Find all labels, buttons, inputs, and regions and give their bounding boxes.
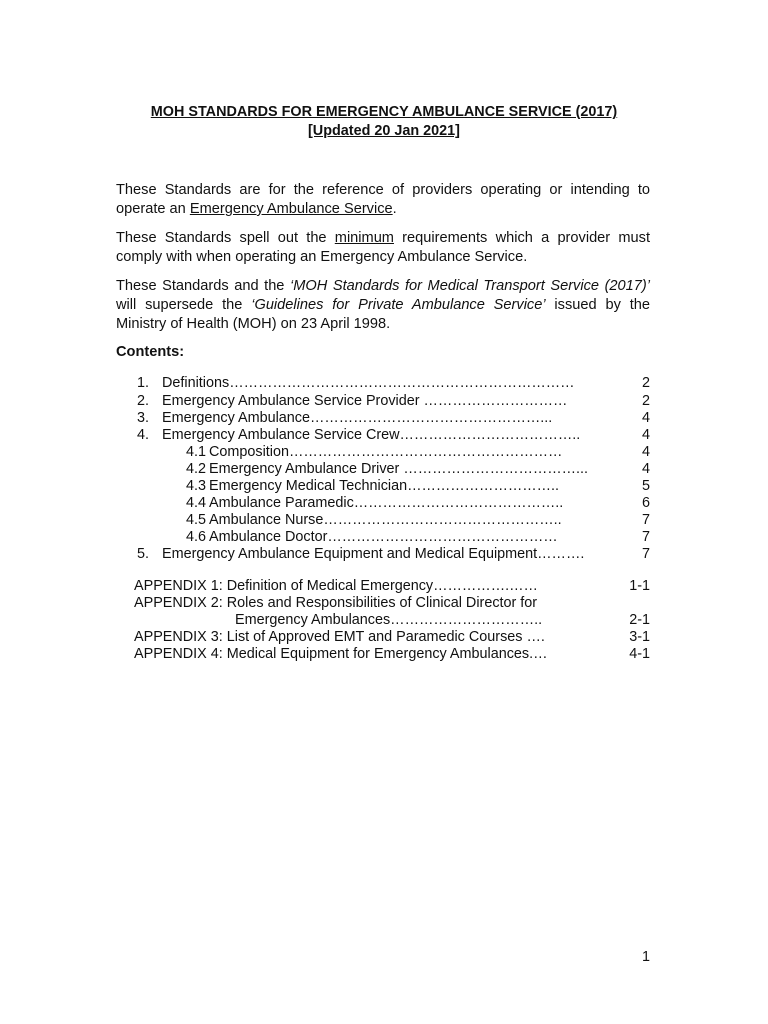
toc-page: 6 [641, 495, 650, 511]
toc-row [0, 409, 768, 427]
toc-number: 5. [136, 546, 149, 562]
toc-row [0, 528, 768, 546]
appendix-page: 4-1 [629, 646, 650, 662]
toc-number: 4. [136, 427, 149, 443]
toc-row [0, 477, 768, 495]
toc-row [0, 426, 768, 444]
para3-text-b: will supersede the [116, 297, 252, 313]
document-title [0, 103, 768, 141]
para3-italic-1: ‘MOH Standards for Medical Transport Service (2017)’ [290, 278, 650, 294]
toc-row [0, 374, 768, 392]
toc-text: Emergency Ambulance Service Provider ………………………… [162, 393, 568, 409]
appendix-row [0, 645, 768, 663]
appendix-row [0, 594, 768, 612]
intro-paragraph-2 [116, 229, 650, 267]
toc-page: 7 [641, 546, 650, 562]
toc-page: 2 [641, 375, 650, 391]
appendix-row [0, 577, 768, 595]
toc-number: 4.1 [186, 444, 207, 460]
toc-page: 4 [641, 444, 650, 460]
appendix-text: Emergency Ambulances………………………….. [235, 612, 543, 628]
toc-text: Emergency Ambulance Driver ………………………………... [209, 461, 589, 477]
toc-row [0, 392, 768, 410]
para1-text-b: . [392, 201, 397, 217]
toc-text: Definitions……………………………………………………………… [162, 375, 575, 391]
title-line-1: MOH STANDARDS FOR EMERGENCY AMBULANCE SERVICE (2017) [150, 104, 618, 120]
toc-number: 2. [136, 393, 149, 409]
appendix-text: APPENDIX 1: Definition of Medical Emergency…………….…… [134, 578, 538, 594]
toc-text: Emergency Ambulance Service Crew……………………………….. [162, 427, 581, 443]
appendix-text: APPENDIX 4: Medical Equipment for Emergency Ambulances.… [134, 646, 548, 662]
toc-number: 1. [136, 375, 149, 391]
toc-text: Emergency Ambulance Equipment and Medical Equipment………. [162, 546, 585, 562]
toc-page: 4 [641, 427, 650, 443]
toc-text: Composition………………………………………………… [209, 444, 563, 460]
toc-text: Ambulance Nurse………………………………………….. [209, 512, 562, 528]
toc-row [0, 494, 768, 512]
toc-page: 4 [641, 410, 650, 426]
toc-page: 2 [641, 393, 650, 409]
title-line-2: [Updated 20 Jan 2021] [308, 123, 460, 139]
toc-number: 4.2 [186, 461, 207, 477]
para1-underlined: Emergency Ambulance Service [189, 201, 393, 217]
appendix-row [0, 611, 768, 629]
para3-italic-2: ‘Guidelines for Private Ambulance Service’ [251, 297, 546, 313]
toc-number: 4.3 [186, 478, 207, 494]
appendix-text: APPENDIX 3: List of Approved EMT and Paramedic Courses …. [134, 629, 545, 645]
toc-row [0, 511, 768, 529]
para1-text-a: These Standards are for the reference of providers operating or intending to operate an [116, 182, 650, 217]
toc-row [0, 460, 768, 478]
toc-number: 4.5 [186, 512, 207, 528]
appendix-page: 2-1 [629, 612, 650, 628]
para3-text-c: issued by the Ministry of Health (MOH) on 23 April 1998. [116, 297, 650, 332]
toc-page: 4 [641, 461, 650, 477]
para2-text-b: requirements which a provider must comply with when operating an Emergency Ambulance Service. [116, 230, 651, 265]
toc-text: Emergency Ambulance…………………………………………... [162, 410, 553, 426]
para3-text-a: These Standards and the [116, 278, 290, 294]
toc-row [0, 443, 768, 461]
toc-text: Emergency Medical Technician………………………….. [209, 478, 560, 494]
para2-underlined: minimum [334, 230, 394, 246]
appendix-row [0, 628, 768, 646]
toc-row [0, 545, 768, 563]
para2-text-a: These Standards spell out the [116, 230, 335, 246]
toc-number: 3. [136, 410, 149, 426]
toc-page: 7 [641, 512, 650, 528]
contents-heading: Contents: [116, 344, 185, 360]
toc-text: Ambulance Doctor………………………………………… [209, 529, 558, 545]
intro-paragraph-3 [116, 277, 650, 334]
appendix-page: 1-1 [629, 578, 650, 594]
appendix-text: APPENDIX 2: Roles and Responsibilities of Clinical Director for [134, 595, 538, 611]
toc-page: 7 [641, 529, 650, 545]
toc-number: 4.6 [186, 529, 207, 545]
toc-number: 4.4 [186, 495, 207, 511]
toc-page: 5 [641, 478, 650, 494]
page-number: 1 [641, 949, 650, 965]
toc-text: Ambulance Paramedic…………………………………….. [209, 495, 564, 511]
appendix-page: 3-1 [629, 629, 650, 645]
intro-paragraph-1 [116, 181, 650, 219]
